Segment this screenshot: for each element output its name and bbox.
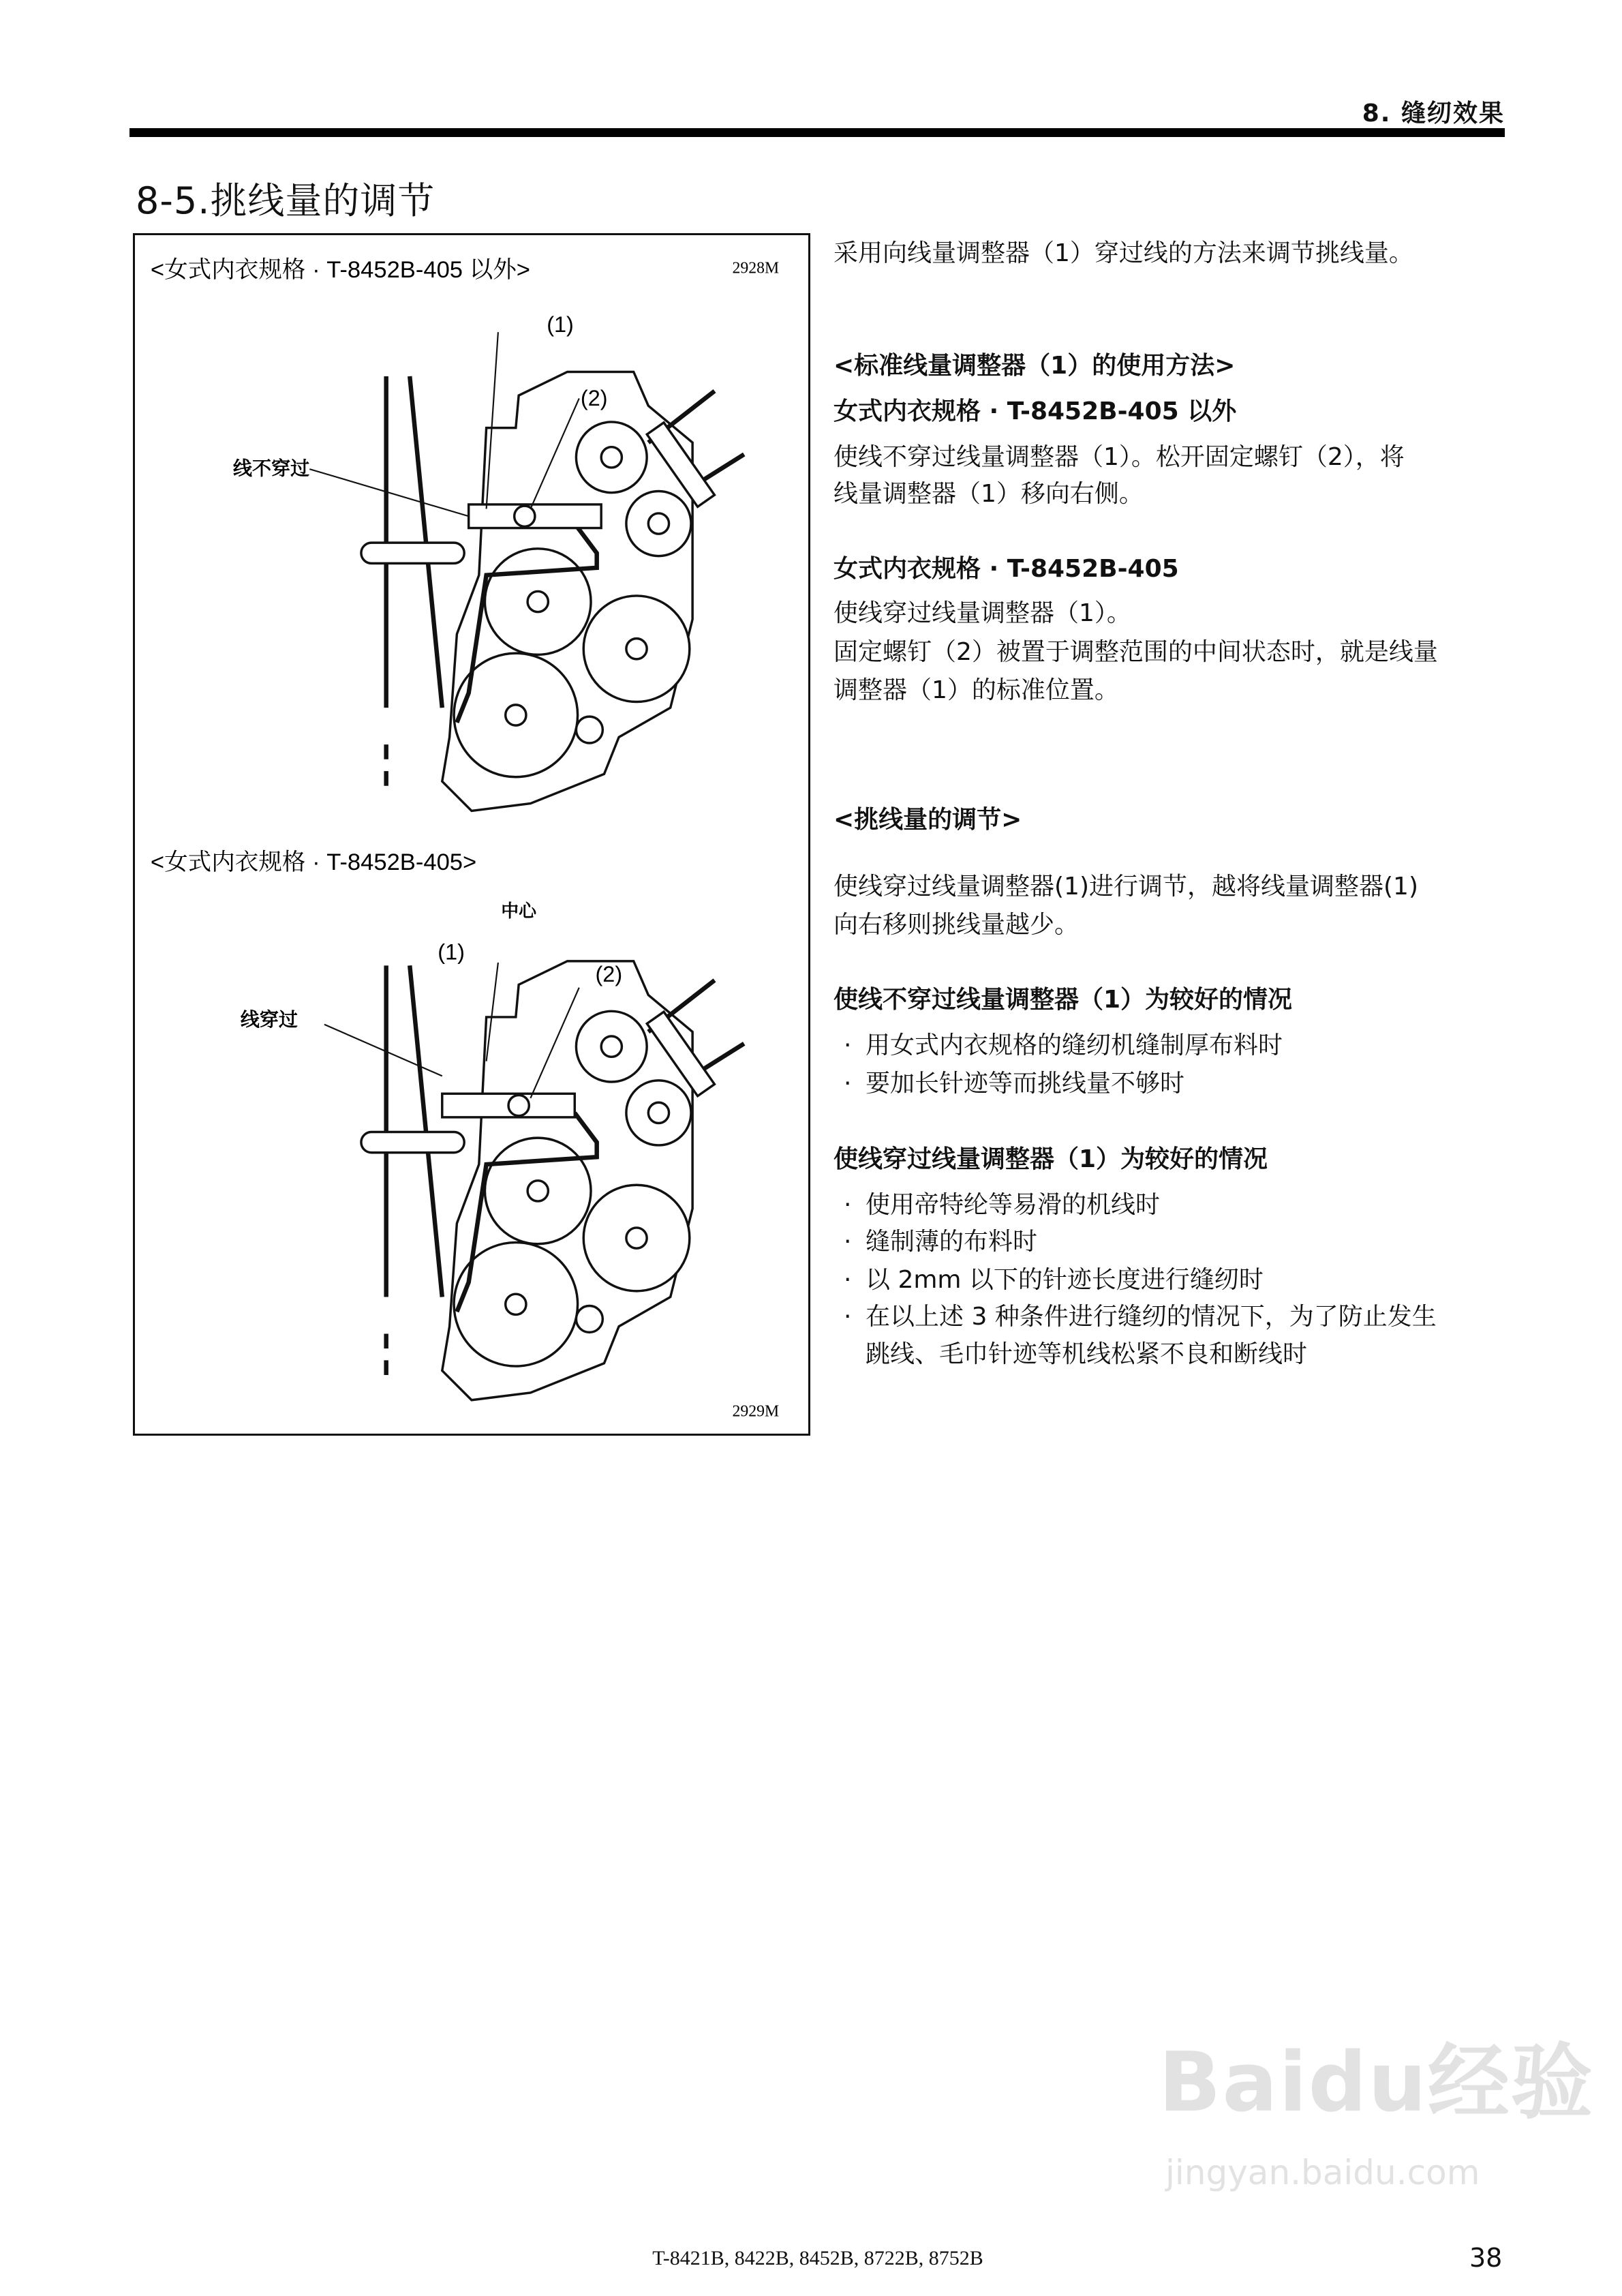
not-through-heading: 使线不穿过线量调整器（1）为较好的情况 xyxy=(833,986,1293,1014)
spec-heading: 女式内衣规格 · T-8452B-405 xyxy=(833,555,1179,583)
bullet: · xyxy=(844,1031,852,1059)
spec-line: 调整器（1）的标准位置。 xyxy=(833,676,1119,704)
through-item: 跳线、毛巾针迹等机线松紧不良和断线时 xyxy=(866,1340,1308,1368)
not-through-item: 要加长针迹等而挑线量不够时 xyxy=(866,1070,1185,1098)
thread-mechanism-diagram-top xyxy=(309,332,744,811)
roller-screw-icon xyxy=(527,591,548,611)
page-title: 8-5.挑线量的调节 xyxy=(136,179,435,222)
roller-screw-icon xyxy=(648,513,669,534)
label-regulator-1-bottom: (1) xyxy=(438,939,465,965)
spec-line: 使线穿过线量调整器（1）。 xyxy=(833,599,1131,627)
roller-screw-icon xyxy=(648,1102,669,1123)
adjust-heading: <挑线量的调节> xyxy=(833,806,1022,834)
plate-screw-icon xyxy=(576,1305,602,1332)
footer-models: T-8421B, 8422B, 8452B, 8722B, 8752B xyxy=(652,2247,983,2269)
thread-guide-bar xyxy=(361,1132,464,1152)
bullet: · xyxy=(844,1266,852,1294)
section-header: 8. 缝纫效果 xyxy=(1362,100,1505,127)
figure-top-code: 2928M xyxy=(732,259,780,277)
bullet: · xyxy=(844,1070,852,1098)
adjust-line: 使线穿过线量调整器(1)进行调节，越将线量调整器(1) xyxy=(833,873,1418,901)
figure-bottom-caption: <女式内衣规格 · T-8452B-405> xyxy=(150,849,477,875)
spec-other-line: 使线不穿过线量调整器（1）。松开固定螺钉（2），将 xyxy=(833,443,1405,471)
leader-line xyxy=(309,469,468,516)
label-regulator-1: (1) xyxy=(547,312,574,337)
bullet: · xyxy=(844,1228,852,1256)
through-heading: 使线穿过线量调整器（1）为较好的情况 xyxy=(833,1145,1268,1173)
label-center: 中心 xyxy=(501,902,537,922)
figure-top-caption: <女式内衣规格 · T-8452B-405 以外> xyxy=(150,257,530,284)
label-thread-not-through: 线不穿过 xyxy=(232,457,310,479)
roller-screw-icon xyxy=(506,1294,526,1314)
not-through-item: 用女式内衣规格的缝纫机缝制厚布料时 xyxy=(866,1031,1283,1059)
through-item: 缝制薄的布料时 xyxy=(866,1228,1038,1256)
thread-mechanism-diagram-bottom xyxy=(324,961,744,1400)
std-heading: <标准线量调整器（1）的使用方法> xyxy=(833,352,1236,380)
label-screw-2-bottom: (2) xyxy=(595,962,623,987)
roller-screw-icon xyxy=(506,705,526,725)
spec-other-heading: 女式内衣规格 · T-8452B-405 以外 xyxy=(833,397,1237,425)
roller-screw-icon xyxy=(626,1228,647,1248)
watermark-logo: Baidu经验 xyxy=(1159,2036,1594,2130)
fixing-screw-icon xyxy=(515,506,535,526)
figure-bottom-code: 2929M xyxy=(732,1402,780,1421)
roller-screw-icon xyxy=(626,639,647,659)
through-item: 以 2mm 以下的针迹长度进行缝纫时 xyxy=(866,1266,1264,1294)
adjust-line: 向右移则挑线量越少。 xyxy=(833,911,1080,939)
roller-screw-icon xyxy=(601,447,622,468)
leader-line xyxy=(324,1025,442,1076)
plate-screw-icon xyxy=(576,716,602,743)
fixing-screw-icon xyxy=(508,1095,529,1115)
bullet: · xyxy=(844,1191,852,1219)
header-rule xyxy=(129,128,1505,137)
label-screw-2: (2) xyxy=(580,386,608,411)
figure-diagrams xyxy=(133,233,810,1436)
watermark-url: jingyan.baidu.com xyxy=(1165,2153,1480,2192)
bullet: · xyxy=(844,1303,852,1331)
spec-line: 固定螺钉（2）被置于调整范围的中间状态时，就是线量 xyxy=(833,638,1438,666)
page-number: 38 xyxy=(1469,2243,1503,2273)
roller-screw-icon xyxy=(601,1036,622,1057)
through-item: 在以上述 3 种条件进行缝纫的情况下，为了防止发生 xyxy=(866,1303,1437,1331)
through-item: 使用帝特纶等易滑的机线时 xyxy=(866,1191,1161,1219)
spec-other-line: 线量调整器（1）移向右侧。 xyxy=(833,480,1144,508)
roller-screw-icon xyxy=(527,1181,548,1201)
thread-guide-bar xyxy=(361,543,464,563)
label-thread-through: 线穿过 xyxy=(240,1008,298,1030)
intro-text: 采用向线量调整器（1）穿过线的方法来调节挑线量。 xyxy=(833,239,1413,267)
